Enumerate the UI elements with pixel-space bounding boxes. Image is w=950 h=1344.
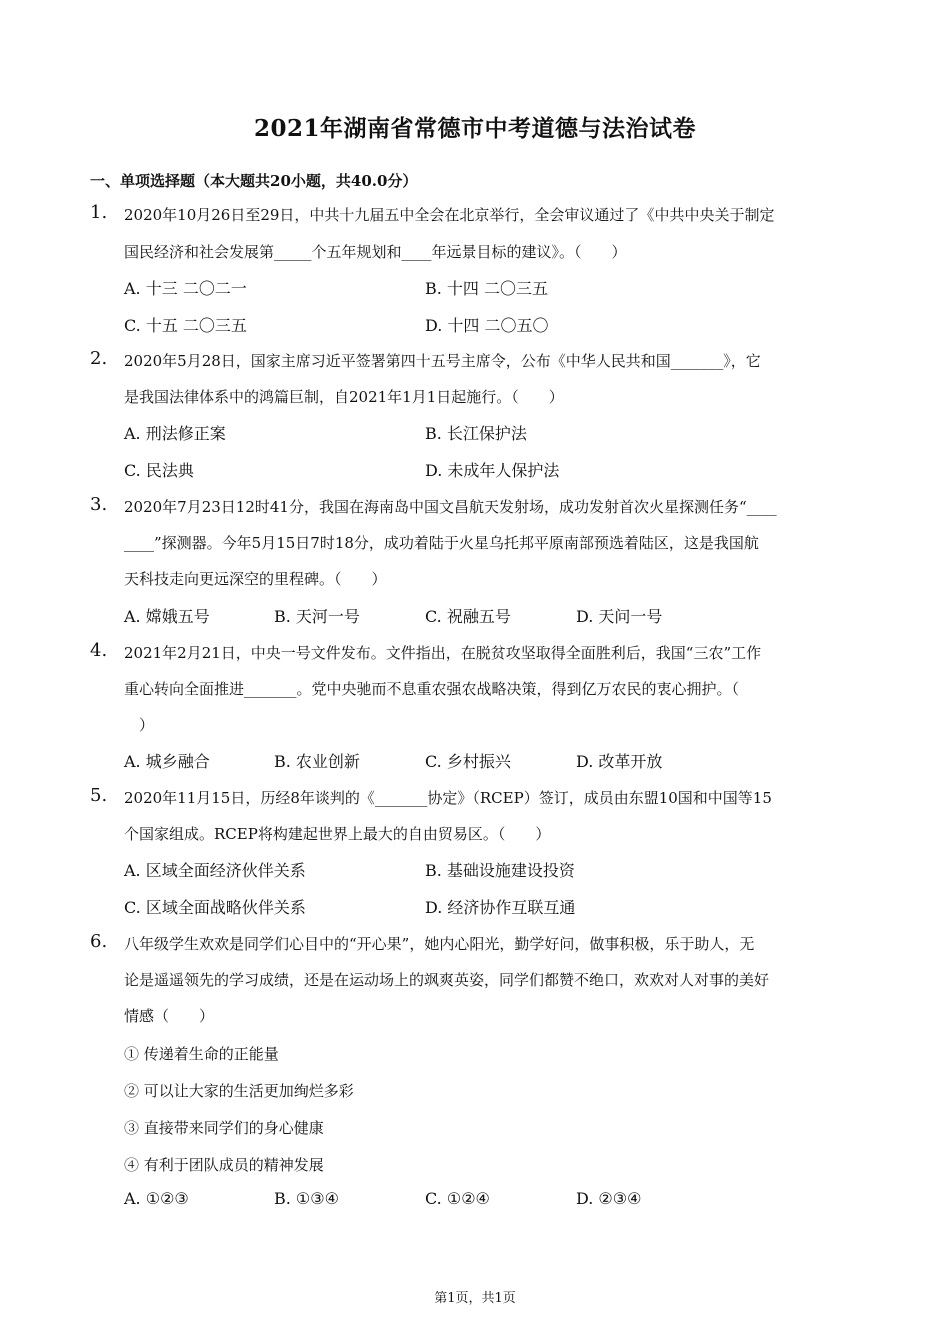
- question-5-option-d[interactable]: D. 经济协作互联互通: [425, 898, 576, 917]
- question-1-number: 1.: [90, 202, 108, 223]
- question-5-option-c[interactable]: C. 区域全面战略伙伴关系: [124, 898, 306, 917]
- question-1-option-b[interactable]: B. 十四 二〇三五: [425, 279, 549, 298]
- question-6-number: 6.: [90, 931, 108, 952]
- question-1-option-c[interactable]: C. 十五 二〇三五: [124, 316, 247, 335]
- question-1-line-2: 国民经济和社会发展第_____个五年规划和____年远景目标的建议》。（ ）: [124, 243, 627, 261]
- question-2-option-b[interactable]: B. 长江保护法: [425, 424, 527, 443]
- question-4-number: 4.: [90, 640, 108, 661]
- question-2-option-c[interactable]: C. 民法典: [124, 461, 194, 480]
- question-4-option-d[interactable]: D. 改革开放: [576, 752, 663, 771]
- question-6-option-d[interactable]: D. ②③④: [576, 1189, 642, 1208]
- question-4-option-a[interactable]: A. 城乡融合: [124, 752, 210, 771]
- question-1-option-d[interactable]: D. 十四 二〇五〇: [425, 316, 549, 335]
- question-6-line-2: 论是遥遥领先的学习成绩，还是在运动场上的飒爽英姿，同学们都赞不绝口，欢欢对人对事的美好: [124, 971, 770, 989]
- question-4-option-c[interactable]: C. 乡村振兴: [425, 752, 511, 771]
- question-3-line-3: 天科技走向更远深空的里程碑。（ ）: [124, 570, 387, 588]
- question-3-option-c[interactable]: C. 祝融五号: [425, 607, 511, 626]
- question-3-option-a[interactable]: A. 嫦娥五号: [124, 607, 210, 626]
- question-6-line-1: 八年级学生欢欢是同学们心目中的“开心果”，她内心阳光，勤学好问，做事积极，乐于助人，无: [124, 935, 755, 953]
- question-2-line-2: 是我国法律体系中的鸿篇巨制，自2021年1月1日起施行。（ ）: [124, 388, 564, 406]
- question-2-line-1: 2020年5月28日，国家主席习近平签署第四十五号主席令，公布《中华人民共和国_______》，它: [124, 352, 761, 370]
- question-5-line-2: 个国家组成。RCEP将构建起世界上最大的自由贸易区。（ ）: [124, 825, 551, 843]
- question-6-option-c[interactable]: C. ①②④: [425, 1189, 490, 1208]
- question-3-option-b[interactable]: B. 天河一号: [274, 607, 360, 626]
- question-6-statement-1: ① 传递着生命的正能量: [124, 1045, 279, 1063]
- question-3-number: 3.: [90, 494, 108, 515]
- question-4-line-3: ）: [124, 716, 155, 734]
- question-4-line-2: 重心转向全面推进_______。党中央驰而不息重农强农战略决策，得到亿万农民的衷心拥护。（: [124, 680, 740, 698]
- question-3-line-1: 2020年7月23日12时41分，我国在海南岛中国文昌航天发射场，成功发射首次火星探测任务“____: [124, 498, 777, 516]
- question-5-option-b[interactable]: B. 基础设施建设投资: [425, 861, 575, 880]
- question-5-line-1: 2020年11月15日，历经8年谈判的《_______协定》（RCEP）签订，成员由东盟10国和中国等15: [124, 789, 772, 807]
- question-6-option-b[interactable]: B. ①③④: [274, 1189, 339, 1208]
- question-2-number: 2.: [90, 348, 108, 369]
- question-3-line-2: ____”探测器。今年5月15日7时18分，成功着陆于火星乌托邦平原南部预选着陆区，这是我国航: [124, 534, 759, 552]
- question-2-option-a[interactable]: A. 刑法修正案: [124, 424, 226, 443]
- question-1-line-1: 2020年10月26日至29日，中共十九届五中全会在北京举行，全会审议通过了《中共中央关于制定: [124, 206, 775, 224]
- question-5-option-a[interactable]: A. 区域全面经济伙伴关系: [124, 861, 306, 880]
- question-6-option-a[interactable]: A. ①②③: [124, 1189, 189, 1208]
- question-6-line-3: 情感（ ）: [124, 1007, 215, 1025]
- question-6-statement-3: ③ 直接带来同学们的身心健康: [124, 1119, 324, 1137]
- page-title: 2021年湖南省常德市中考道德与法治试卷: [253, 115, 696, 142]
- section-heading: 一、单项选择题（本大题共20小题，共40.0分）: [90, 172, 418, 190]
- question-2-option-d[interactable]: D. 未成年人保护法: [425, 461, 560, 480]
- question-3-option-d[interactable]: D. 天问一号: [576, 607, 663, 626]
- question-4-option-b[interactable]: B. 农业创新: [274, 752, 360, 771]
- question-5-number: 5.: [90, 785, 108, 806]
- question-6-statement-2: ② 可以让大家的生活更加绚烂多彩: [124, 1082, 354, 1100]
- question-6-statement-4: ④ 有利于团队成员的精神发展: [124, 1156, 324, 1174]
- page-footer: 第1页，共1页: [434, 1291, 516, 1306]
- question-1-option-a[interactable]: A. 十三 二〇二一: [124, 279, 247, 298]
- question-4-line-1: 2021年2月21日，中央一号文件发布。文件指出，在脱贫攻坚取得全面胜利后，我国“三农”工作: [124, 644, 762, 662]
